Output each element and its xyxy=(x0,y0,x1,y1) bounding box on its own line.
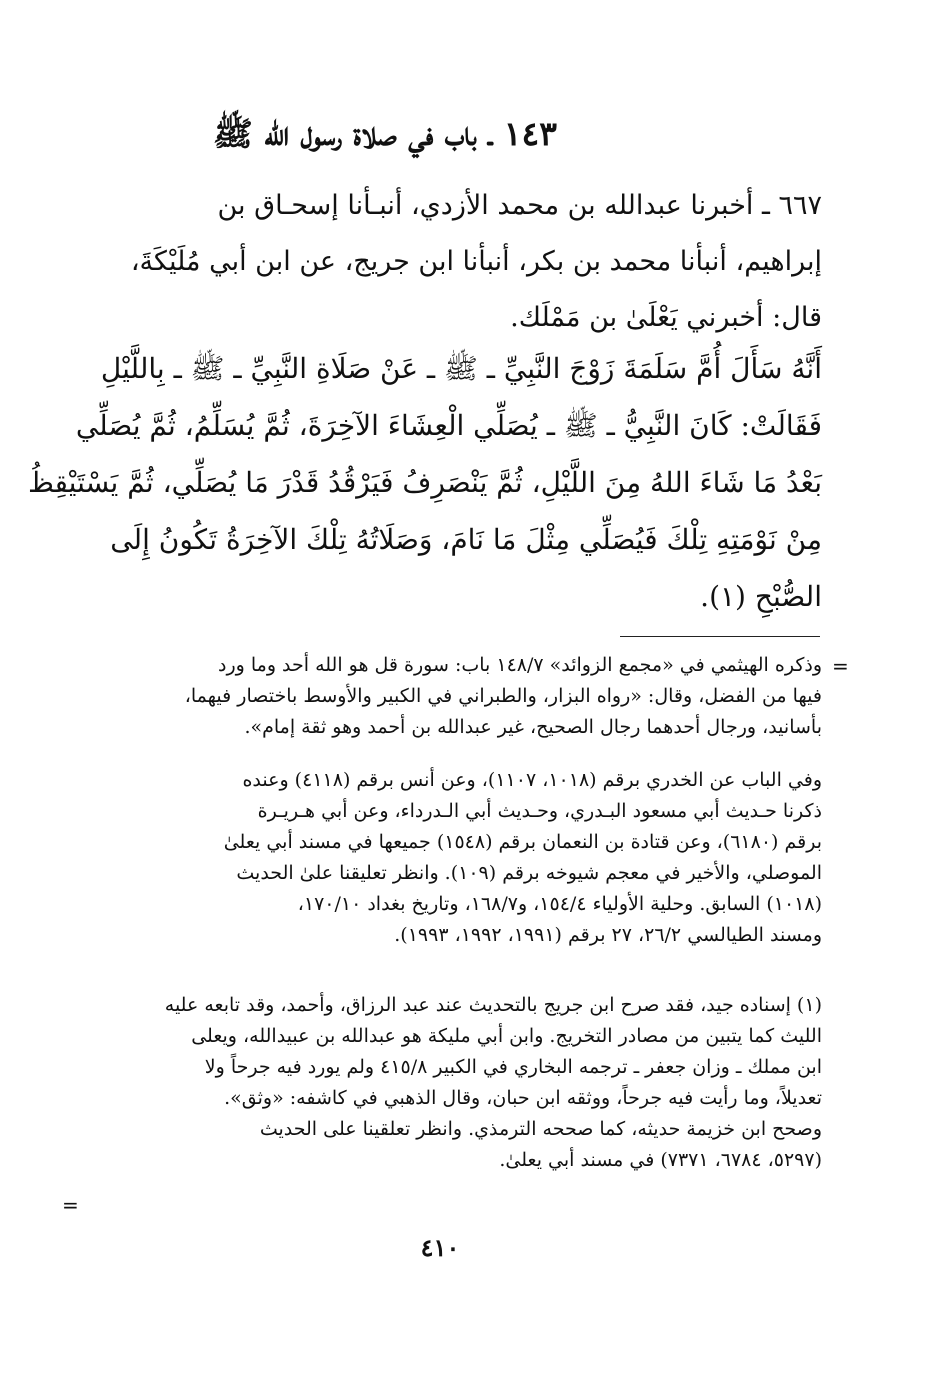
footnote-line: (٥٢٩٧، ٦٧٨٤، ٧٣٧١) في مسند أبي يعلىٰ. xyxy=(499,1149,822,1171)
matn-line: مِنْ نَوْمَتِهِ تِلْكَ فَيُصَلِّي مِثْلَ مَا نَامَ، وَصَلَاتُهُ تِلْكَ الآخِرَةُ تَكُونُ إِلَى xyxy=(110,523,822,556)
footnote-line: وصحح ابن خزيمة حديثه، كما صححه الترمذي. وانظر تعلقينا على الحديث xyxy=(259,1118,822,1140)
footnote-divider xyxy=(620,636,820,637)
footnote-1 xyxy=(100,990,822,1176)
footnote-line: فيها من الفضل، وقال: «رواه البزار، والطبراني في الكبير والأوسط باختصار فيهما، xyxy=(184,685,822,707)
footnote-line: الليث كما يتبين من مصادر التخريج. وابن أبي مليكة هو عبدالله بن عبيدالله، ويعلى xyxy=(191,1025,822,1047)
matn-line: الصُّبْحِ (١). xyxy=(700,580,822,613)
footnote-line: بأسانيد، ورجال أحدهما رجال الصحيح، غير عبدالله بن أحمد وهو ثقة إمام». xyxy=(244,716,822,738)
hadith-matn xyxy=(27,340,822,625)
footnote-line: برقم (٦١٨٠)، وعن قتادة بن النعمان برقم (١٥٤٨) جميعها في مسند أبي يعلىٰ xyxy=(223,831,822,853)
footnote-line: (١) إسناده جيد، فقد صرح ابن جريج بالتحديث عند عبد الرزاق، وأحمد، وقد تابعه عليه xyxy=(164,994,822,1016)
matn-line: أَنَّهُ سَأَلَ أُمَّ سَلَمَةَ زَوْجَ النَّبِيِّ ـ ﷺ ـ عَنْ صَلَاةِ النَّبِيِّ ـ ﷺ ـ بِاللَّيْلِ xyxy=(100,352,822,385)
footnote-related-hadiths xyxy=(100,765,822,951)
footnote-line: تعديلاً، وما رأيت فيه جرحاً، ووثقه ابن حبان، وقال الذهبي في كاشفه: «وثق». xyxy=(224,1087,822,1109)
footnote-line: وفي الباب عن الخدري برقم (١٠١٨، ١١٠٧)، وعن أنس برقم (٤١١٨) وعنده xyxy=(242,769,822,791)
isnad-line: ٦٦٧ ـ أخبرنا عبدالله بن محمد الأزدي، أنبـأنا إسحـاق بن xyxy=(217,190,822,221)
footnote-line: (١٠١٨) السابق. وحلية الأولياء ١٥٤/٤، و١٦٨/٧، وتاريخ بغداد ١٧٠/١٠، xyxy=(297,893,822,915)
continuation-marker: = xyxy=(832,654,849,678)
chapter-title: ١٤٣ ـ باب في صلاة رسول الله ﷺ xyxy=(213,114,557,153)
matn-line: بَعْدُ مَا شَاءَ اللهُ مِنَ اللَّيْلِ، ثُمَّ يَنْصَرِفُ فَيَرْقُدُ قَدْرَ مَا يُصَلِّي، ثُمَّ يَسْتَيْقِظُ xyxy=(27,466,822,499)
footnote-line: ومسند الطيالسي ٢٦/٢، ٢٧ برقم (١٩٩١، ١٩٩٢، ١٩٩٣). xyxy=(394,924,822,946)
hadith-isnad xyxy=(100,178,822,346)
footnote-line: الموصلي، والأخير في معجم شيوخه برقم (١٠٩). وانظر تعليقنا علىٰ الحديث xyxy=(236,862,822,884)
continued-marker: = xyxy=(62,1193,79,1217)
isnad-line: قال: أخبرني يَعْلَىٰ بن مَمْلَك. xyxy=(510,302,822,333)
footnote-line: ذكرنا حـديث أبي مسعود البـدري، وحـديث أبي الـدرداء، وعن أبي هـريـرة xyxy=(257,800,822,822)
footnote-line: وذكره الهيثمي في «مجمع الزوائد» ١٤٨/٧ باب: سورة قل هو الله أحد وما ورد xyxy=(218,654,822,676)
page-number: ٤١٠ xyxy=(420,1233,460,1262)
matn-line: فَقَالَتْ: كَانَ النَّبِيُّ ـ ﷺ ـ يُصَلِّي الْعِشَاءَ الآخِرَةَ، ثُمَّ يُسَلِّمُ، ثُمَّ يُصَلِّي xyxy=(75,409,822,442)
isnad-line: إبراهيم، أنبأنا محمد بن بكر، أنبأنا ابن جريج، عن ابن أبي مُلَيْكَةَ، xyxy=(130,246,822,277)
footnote-continuation xyxy=(100,650,822,743)
footnote-line: ابن مملك ـ وزان جعفر ـ ترجمه البخاري في الكبير ٤١٥/٨ ولم يورد فيه جرحاً ولا xyxy=(204,1056,822,1078)
